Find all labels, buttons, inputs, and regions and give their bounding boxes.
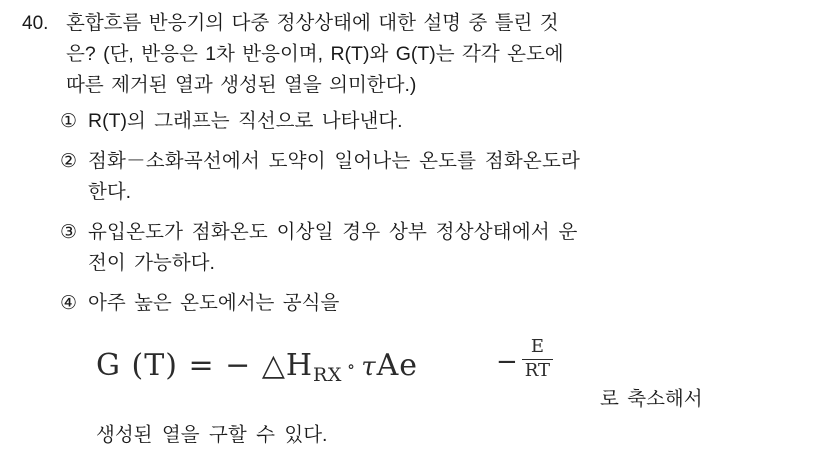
choice-3-line-1: 유입온도가 점화온도 이상일 경우 상부 정상상태에서 운 — [88, 221, 578, 243]
choice-2-line-2: 한다. — [88, 181, 132, 203]
formula-trailing-text: 로 축소해서 — [600, 388, 703, 410]
question-line-2: 은? (단, 반응은 1차 반응이며, R(T)와 G(T)는 각각 온도에 — [66, 43, 564, 65]
choice-option-2[interactable] — [60, 146, 820, 208]
formula-exponent — [496, 338, 553, 381]
choice-1-line-1: R(T)의 그래프는 직선으로 나타낸다. — [88, 110, 403, 132]
choice-3-line-2: 전이 가능하다. — [88, 252, 215, 274]
choice-marker-1: ① — [60, 111, 78, 132]
exponent-numerator: E — [530, 336, 544, 357]
formula-degree-symbol: ∘ — [346, 357, 357, 377]
formula-lhs: G (T) = — [96, 348, 215, 383]
choice-option-4[interactable] — [60, 288, 820, 319]
question-line-3: 따른 제거된 열과 생성된 열을 의미한다.) — [66, 74, 417, 96]
question-text — [66, 8, 812, 101]
choice-marker-2: ② — [60, 151, 78, 172]
choice-option-3[interactable] — [60, 217, 820, 279]
choice-text-1 — [88, 106, 820, 137]
choice-text-3 — [88, 217, 820, 279]
formula-image — [96, 336, 816, 418]
exponent-fraction — [522, 338, 553, 381]
choice-text-4 — [88, 288, 820, 319]
question-stem — [22, 8, 812, 101]
exponent-denominator: RT — [524, 360, 551, 382]
choice-marker-3: ③ — [60, 222, 78, 243]
formula-ae-term: Ae — [376, 348, 419, 383]
choice-4-line-1: 아주 높은 온도에서는 공식을 — [88, 292, 340, 314]
choice-2-line-1: 점화－소화곡선에서 도약이 일어나는 온도를 점화온도라 — [88, 150, 581, 172]
formula-expression — [96, 348, 418, 386]
question-line-1: 혼합흐름 반응기의 다중 정상상태에 대한 설명 중 틀린 것 — [66, 12, 559, 34]
formula-rhs-subscript: RX — [313, 364, 342, 386]
choice-text-2 — [88, 146, 820, 208]
choice-4-final-line: 생성된 열을 구할 수 있다. — [96, 424, 328, 446]
choice-list — [60, 106, 820, 328]
choice-option-1[interactable] — [60, 106, 820, 137]
choice-marker-4: ④ — [60, 293, 78, 314]
exponent-minus-sign: − — [496, 346, 518, 377]
formula-tau-symbol: τ — [361, 352, 377, 382]
formula-rhs-main: − △H — [225, 348, 314, 383]
question-number: 40. — [22, 13, 49, 34]
